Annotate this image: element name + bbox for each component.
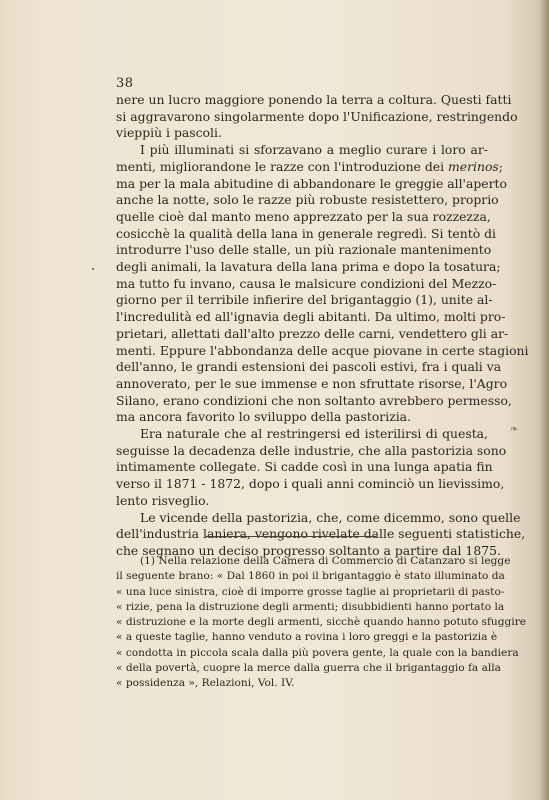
footnote-line: « una luce sinistra, cioè di imporre grosse taglie ai proprietarii di pasto- xyxy=(116,585,505,598)
paragraph-4 xyxy=(116,509,526,560)
text-line: vieppiù i pascoli. xyxy=(116,125,222,141)
text-line: anche la notte, solo le razze più robuste resistettero, proprio xyxy=(116,192,499,208)
text-line: che segnano un deciso progresso soltanto a partire dal 1875. xyxy=(116,542,501,558)
text-line: I più illuminati si sforzavano a meglio curare i loro ar- xyxy=(140,142,488,158)
text-line: ma ancora favorito lo sviluppo della pastorizia. xyxy=(116,409,412,425)
text-line: Era naturale che al restringersi ed isterilirsi di questa, xyxy=(140,426,488,442)
paragraph-1 xyxy=(116,92,518,142)
text-line: ma per la mala abitudine di abbandonare le greggie all'aperto xyxy=(116,175,507,191)
text-line: introdurre l'uso delle stalle, un più razionale mantenimento xyxy=(116,242,492,258)
footnote-line: « della povertà, cuopre la merce dalla guerra che il brigantaggio fa alla xyxy=(116,662,501,675)
footnote-line: (1) Nella relazione della Camera di Commercio di Catanzaro si legge xyxy=(140,555,511,567)
text-line: annoverato, per le sue immense e non sfruttate risorse, l'Agro xyxy=(116,375,508,391)
text-line: intimamente collegate. Si cadde così in una lunga apatia fin xyxy=(116,459,493,475)
footnote-line: « possidenza », Relazioni, Vol. IV. xyxy=(116,677,295,690)
footnote xyxy=(116,554,527,692)
text-line: cosicchè la qualità della lana in generale regredì. Si tentò di xyxy=(116,225,497,241)
footnote-line: « a queste taglie, hanno venduto a rovina i loro greggi e la pastorizia è xyxy=(116,631,498,644)
footnote-separator xyxy=(206,536,376,537)
italic-term: merinos xyxy=(448,158,499,174)
paragraph-3 xyxy=(116,426,507,510)
text-line: ma tutto fu invano, causa le malsicure condizioni del Mezzo- xyxy=(116,275,497,291)
body-text xyxy=(116,92,529,560)
text-line: dell'anno, le grandi estensioni dei pascoli estivi, fra i quali va xyxy=(116,359,502,375)
text-line: degli animali, la lavatura della lana prima e dopo la tosatura; xyxy=(116,259,501,275)
paragraph-2 xyxy=(116,142,529,426)
footnote-line: « distruzione e la morte degli armenti, sicchè quando hanno potuto sfuggire xyxy=(116,616,527,629)
footnote-line: il seguente brano: « Dal 1860 in poi il brigantaggio è stato illuminato da xyxy=(116,570,505,583)
text-line: Silano, erano condizioni che non soltanto avrebbero permesso, xyxy=(116,392,512,408)
text-line: dell'industria laniera, vengono rivelate dalle seguenti statistiche, xyxy=(116,526,526,542)
footnote-line: « condotta in piccola scala dalla più povera gente, la quale con la bandiera xyxy=(116,646,519,659)
text-line: quelle cioè dal manto meno apprezzato per la sua rozzezza, xyxy=(116,208,491,224)
text-line: menti. Eppure l'abbondanza delle acque piovane in certe stagioni xyxy=(116,342,529,358)
text-line: giorno per il terribile infierire del brigantaggio (1), unite al- xyxy=(116,292,493,308)
text-line: l'incredulità ed all'ignavia degli abitanti. Da ultimo, molti pro- xyxy=(116,309,506,325)
margin-ornament-icon: ❧ xyxy=(510,424,519,435)
text-line: menti, migliorandone le razze con l'introduzione dei merinos; xyxy=(116,158,503,174)
text-line: prietari, allettati dall'alto prezzo delle carni, vendettero gli ar- xyxy=(116,325,509,341)
text-line: Le vicende della pastorizia, che, come dicemmo, sono quelle xyxy=(140,509,521,525)
text-line: nere un lucro maggiore ponendo la terra a coltura. Questi fatti xyxy=(116,92,512,107)
page-number: 38 xyxy=(116,76,134,91)
footnote-line: « rizie, pena la distruzione degli armenti; disubbidienti hanno portato la xyxy=(116,600,505,613)
text-line: si aggravarono singolarmente dopo l'Unificazione, restringendo xyxy=(116,108,518,124)
text-line: seguisse la decadenza delle industrie, che alla pastorizia sono xyxy=(116,442,507,458)
text-line: lento risveglio. xyxy=(116,492,210,508)
page-edge-shadow xyxy=(539,0,549,800)
text-line: verso il 1871 - 1872, dopo i quali anni cominciò un lievissimo, xyxy=(116,476,505,492)
margin-speck xyxy=(92,268,94,270)
